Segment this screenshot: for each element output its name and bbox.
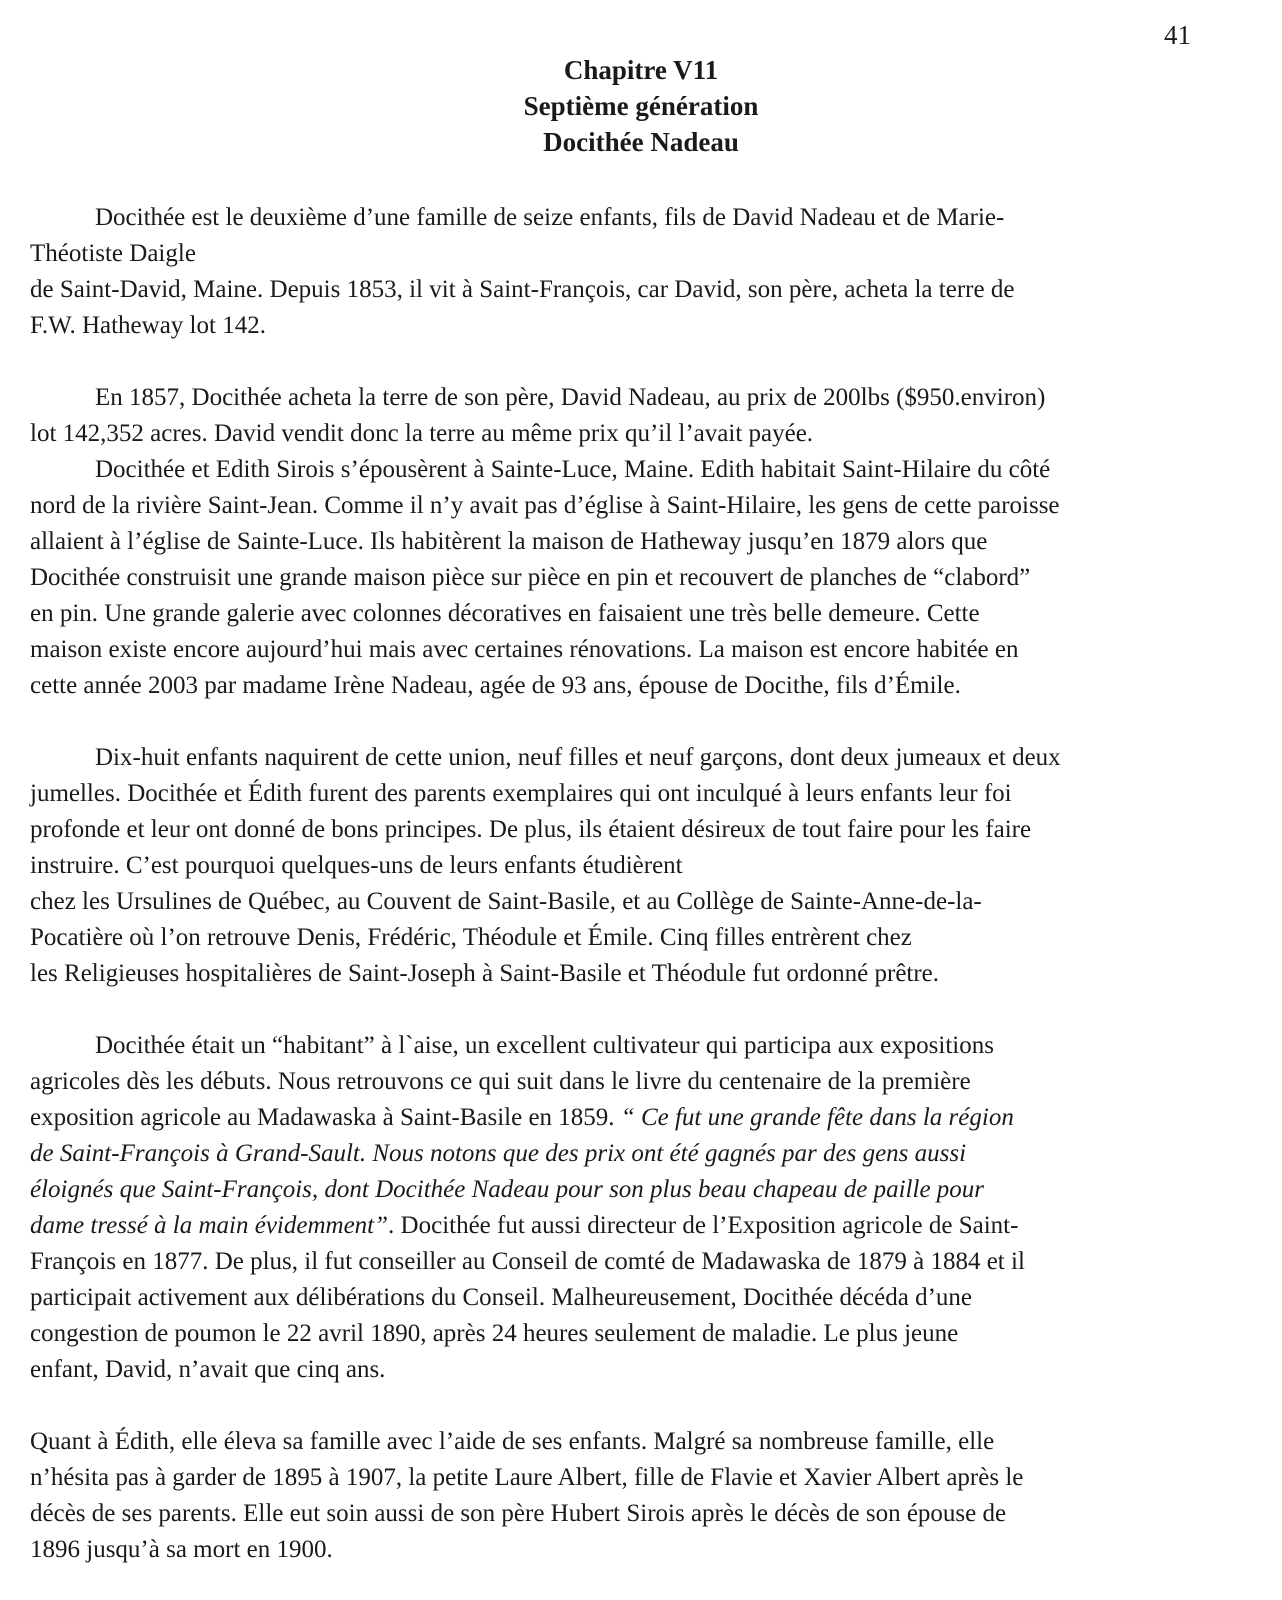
text-line: allaient à l’église de Sainte-Luce. Ils habitèrent la maison de Hatheway jusqu’en 1879 alors que [30,528,988,555]
text-line: lot 142,352 acres. David vendit donc la terre au même prix qu’il l’avait payée. [30,420,814,447]
text-line: agricoles dès les débuts. Nous retrouvons ce qui suit dans le livre du centenaire de la première [30,1068,971,1095]
text-line: décès de ses parents. Elle eut soin aussi de son père Hubert Sirois après le décès de son épouse de [30,1500,1007,1527]
text-line: F.W. Hatheway lot 142. [30,312,266,339]
paragraph-gap [30,704,1255,740]
text-line: de Saint-David, Maine. Depuis 1853, il vit à Saint-François, car David, son père, acheta la terre de [30,276,1015,303]
chapter-title: Chapitre V11 [563,55,719,85]
text-line: Docithée et Edith Sirois s’épousèrent à Sainte-Luce, Maine. Edith habitait Saint-Hilaire du côté [95,456,1051,483]
quotation-text: dame tressé à la main évidemment” [30,1212,389,1239]
text-line: instruire. C’est pourquoi quelques-uns de leurs enfants étudièrent [30,852,683,879]
paragraph [30,1028,1255,1388]
person-title: Docithée Nadeau [543,127,739,157]
quotation-line: éloignés que Saint-François, dont Docithée Nadeau pour son plus beau chapeau de paille pour [30,1176,985,1203]
text-line: Docithée est le deuxième d’une famille de seize enfants, fils de David Nadeau et de Marie- [95,204,1005,231]
chapter-heading [0,52,1282,160]
text-line: Docithée était un “habitant” à l`aise, un excellent cultivateur qui participa aux expositions [95,1032,994,1059]
text-line: maison existe encore aujourd’hui mais avec certaines rénovations. La maison est encore habitée en [30,636,1019,663]
text-span: exposition agricole au Madawaska à Saint-Basile en 1859. [30,1104,621,1131]
paragraph-gap [30,1388,1255,1424]
body-text [30,200,1255,1568]
text-line: 1896 jusqu’à sa mort en 1900. [30,1536,333,1563]
quotation-line: de Saint-François à Grand-Sault. Nous notons que des prix ont été gagnés par des gens aussi [30,1140,967,1167]
text-line: en pin. Une grande galerie avec colonnes décoratives en faisaient une très belle demeure. Cette [30,600,980,627]
text-line [30,1208,1255,1244]
text-line: jumelles. Docithée et Édith furent des parents exemplaires qui ont inculqué à leurs enfants leur foi [30,780,1012,807]
paragraph [30,200,1255,344]
paragraph [30,740,1255,992]
text-line: Pocatière où l’on retrouve Denis, Frédéric, Théodule et Émile. Cinq filles entrèrent chez [30,924,912,951]
text-span: . Docithée fut aussi directeur de l’Exposition agricole de Saint- [388,1212,1019,1239]
text-line: nord de la rivière Saint-Jean. Comme il n’y avait pas d’église à Saint-Hilaire, les gens de cette paroisse [30,492,1060,519]
paragraph [30,1424,1255,1568]
text-line [30,1100,1255,1136]
text-line: les Religieuses hospitalières de Saint-Joseph à Saint-Basile et Théodule fut ordonné prêtre. [30,960,940,987]
text-line: Théotiste Daigle [30,240,196,267]
text-line: n’hésita pas à garder de 1895 à 1907, la petite Laure Albert, fille de Flavie et Xavier Albert après le [30,1464,1024,1491]
page-number: 41 [1164,20,1191,50]
text-line: profonde et leur ont donné de bons principes. De plus, ils étaient désireux de tout faire pour les faire [30,816,1032,843]
text-line: Dix-huit enfants naquirent de cette union, neuf filles et neuf garçons, dont deux jumeaux et deux [95,744,1061,771]
text-line: cette année 2003 par madame Irène Nadeau, agée de 93 ans, épouse de Docithe, fils d’Émile. [30,672,961,699]
paragraph [30,380,1255,452]
paragraph-gap [30,992,1255,1028]
text-line: Docithée construisit une grande maison pièce sur pièce en pin et recouvert de planches de “clabord” [30,564,1031,591]
text-line: Quant à Édith, elle éleva sa famille avec l’aide de ses enfants. Malgré sa nombreuse famille, elle [30,1428,995,1455]
text-line: participait activement aux délibérations du Conseil. Malheureusement, Docithée décéda d’une [30,1284,973,1311]
text-line: congestion de poumon le 22 avril 1890, après 24 heures seulement de maladie. Le plus jeune [30,1320,959,1347]
paragraph [30,452,1255,704]
text-line: François en 1877. De plus, il fut conseiller au Conseil de comté de Madawaska de 1879 à 1884 et il [30,1248,1025,1275]
paragraph-gap [30,344,1255,380]
quotation-text: “ Ce fut une grande fête dans la région [620,1104,1014,1131]
text-line: En 1857, Docithée acheta la terre de son père, David Nadeau, au prix de 200lbs ($950.environ) [95,384,1046,411]
text-line: enfant, David, n’avait que cinq ans. [30,1356,386,1383]
text-line: chez les Ursulines de Québec, au Couvent de Saint-Basile, et au Collège de Sainte-Anne-de-la- [30,888,982,915]
generation-title: Septième génération [523,91,759,121]
